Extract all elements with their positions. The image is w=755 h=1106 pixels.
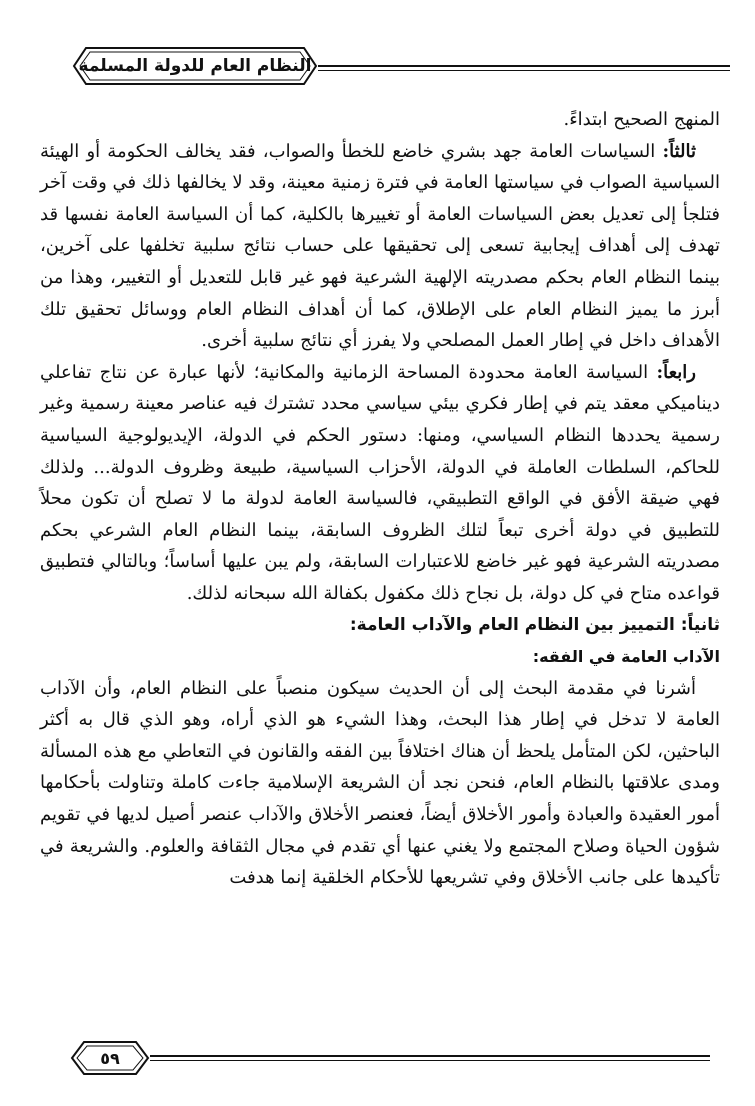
header-rule-thin <box>318 70 730 71</box>
page-number: ٥٩ <box>100 1048 120 1068</box>
page-body <box>40 104 720 894</box>
paragraph: أشرنا في مقدمة البحث إلى أن الحديث سيكون منصباً على النظام العام، وأن الآداب العامة لا تدخل في إطار هذا البحث، وهذا الشيء هو الذي أراه، وهو الذي قال به أكثر الباحثين، لكن المتأمل يلحظ أن هناك اختلافاً بين الفقه والقانون في التعاطي مع هذه المسألة ومدى علاقتها بالنظام العام، فنحن نجد أن الشريعة الإسلامية جاءت كاملة وتناولت بأحكامها أمور العقيدة والعبادة وأمور الأخلاق أيضاً، فعنصر الأخلاق والآداب عنصر أصيل لديها في تقويم شؤون الحياة وصلاح المجتمع ولا يغني عنها أي تقدم في مجال الثقافة والعلوم. والشريعة في تأكيدها على جانب الأخلاق وفي تشريعها للأحكام الخلقية إنما هدفت <box>40 677 720 889</box>
paragraph-fourth <box>40 357 720 610</box>
page-number-badge <box>70 1040 150 1076</box>
section-heading: ثانياً: التمييز بين النظام العام والآداب العامة: <box>349 614 720 635</box>
subsection-heading: الآداب العامة في الفقه: <box>532 647 720 667</box>
header-rule <box>318 65 730 67</box>
footer-rule-thin <box>150 1060 710 1061</box>
paragraph-text: السياسة العامة محدودة المساحة الزمانية والمكانية؛ لأنها عبارة عن نتاج تفاعلي ديناميكي معقد يتم في إطار فكري بيئي سياسي محدد تشترك فيه عناصر معينة رسمية وغير رسمية يحددها النظام السياسي، ومنها: دستور الحكم في الدولة، الإيديولوجية السياسية للحاكم، السلطات العاملة في الدولة، الأحزاب السياسية، طبيعة وظروف الدولة... ولذلك فهي ضيقة الأفق في الواقع التطبيقي، فالسياسة العامة لدولة ما لا تصلح أن تكون محلاً للتطبيق في دولة أخرى تبعاً لتلك الظروف السابقة، بينما النظام العام الشرعي بحكم مصدريته الشرعية فهو غير خاضع للاعتبارات السابقة، ولم يبن عليها أساساً؛ وبالتالي فتطبيق قواعده متاح في كل دولة، بل نجاح ذلك مكفول بكفالة الله سبحانه لذلك. <box>40 361 720 604</box>
running-header <box>72 46 318 86</box>
paragraph: المنهج الصحيح ابتداءً. <box>563 109 720 130</box>
paragraph-lead: رابعاً: <box>656 361 696 383</box>
running-header-title: النظام العام للدولة المسلمة <box>78 56 312 76</box>
footer-rule <box>150 1055 710 1057</box>
paragraph-third <box>40 136 720 357</box>
paragraph-text: السياسات العامة جهد بشري خاضع للخطأ والصواب، فقد يخالف الحكومة أو الهيئة السياسية الصواب في سياستها العامة في فترة زمنية معينة، وقد لا يخالفها ذلك في وقت آخر فتلجأ إلى تعديل بعض السياسات العامة أو تغييرها بالكلية، كما أن السياسة العامة نفسها قد تهدف إلى أهداف إيجابية تسعى إلى تحقيقها على حساب نتائج سلبية تخلفها على آخرين، بينما النظام العام بحكم مصدريته الإلهية الشرعية فهو غير قابل للتعديل أو التغيير، وهذا من أبرز ما يميز النظام العام على الإطلاق، كما أن أهداف النظام العام ووسائل تحقيق تلك الأهداف داخل في إطار العمل المصلحي ولا يفرز أي نتائج سلبية أخرى. <box>40 140 720 352</box>
paragraph-lead: ثالثاً: <box>662 140 696 162</box>
